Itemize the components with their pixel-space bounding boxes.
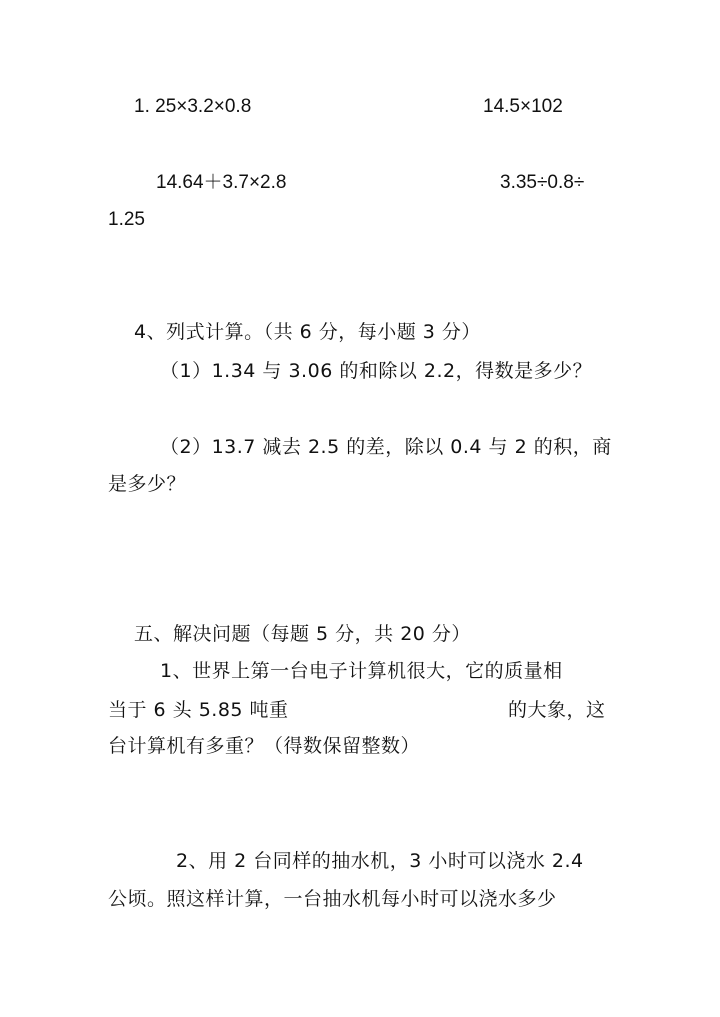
section-5-problem-1-line-2b: 的大象，这	[508, 699, 606, 721]
section-5-problem-2-line-1: 2、用 2 台同样的抽水机，3 小时可以浇水 2.4	[176, 850, 584, 872]
calc-expression-4-part2: 1.25	[108, 209, 145, 230]
section-4-question-1: （1）1.34 与 3.06 的和除以 2.2，得数是多少？	[160, 360, 593, 382]
section-5-heading: 五、解决问题（每题 5 分，共 20 分）	[134, 623, 471, 645]
calc-expression-1: 1. 25×3.2×0.8	[134, 96, 252, 117]
section-5-problem-1-line-1: 1、世界上第一台电子计算机很大，它的质量相	[160, 660, 563, 682]
calc-expression-4-part1: 3.35÷0.8÷	[500, 172, 585, 193]
section-4-heading: 4、列式计算。（共 6 分，每小题 3 分）	[134, 321, 481, 343]
section-5-problem-1-line-2a: 当于 6 头 5.85 吨重	[108, 699, 289, 721]
section-5-problem-1-line-3: 台计算机有多重？（得数保留整数）	[108, 735, 421, 757]
section-4-question-2-line-2: 是多少？	[108, 473, 187, 495]
calc-expression-2: 14.5×102	[483, 96, 563, 117]
section-5-problem-2-line-2: 公顷。照这样计算，一台抽水机每小时可以浇水多少	[108, 888, 557, 910]
calc-expression-3: 14.64＋3.7×2.8	[156, 172, 287, 193]
section-4-question-2-line-1: （2）13.7 减去 2.5 的差，除以 0.4 与 2 的积，商	[160, 436, 612, 458]
